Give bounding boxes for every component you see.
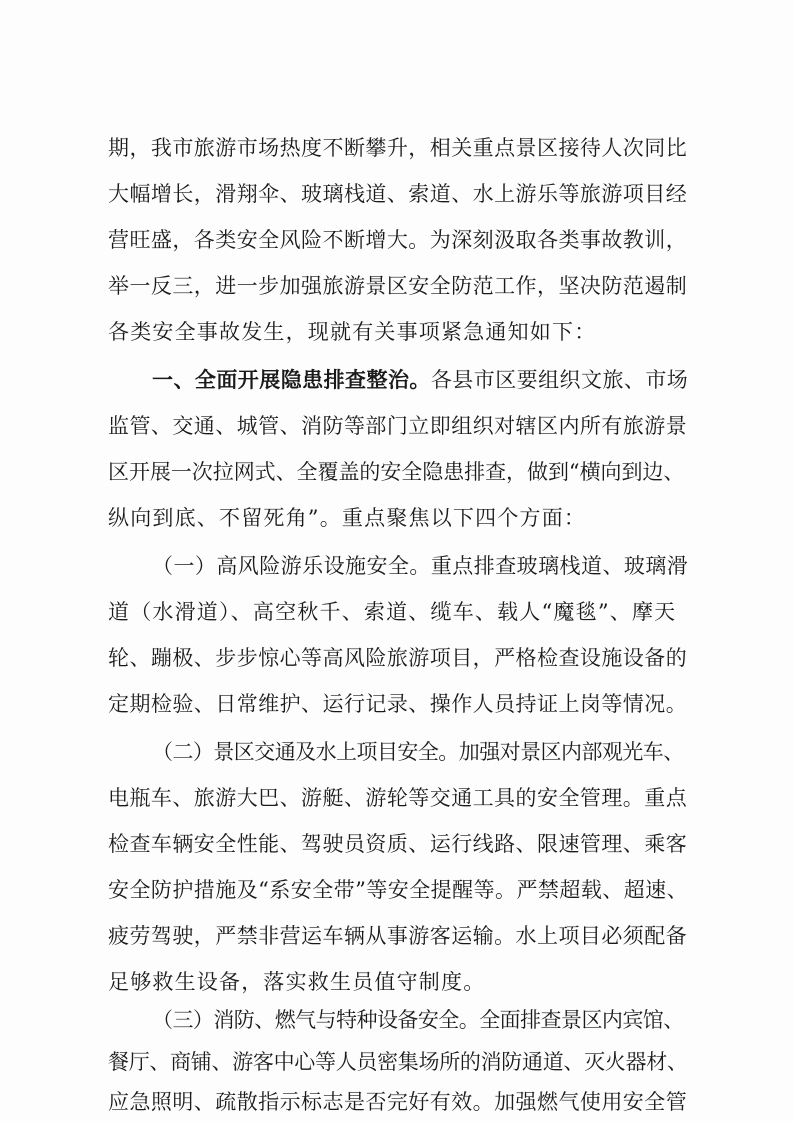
section1-first-line (152, 366, 688, 394)
sub2-first-line: （二）景区交通及水上项目安全。加强对景区内部观光车、 (152, 740, 684, 764)
sub3-first-line: （三）消防、燃气与特种设备安全。全面排查景区内宾馆、 (152, 1008, 684, 1032)
section1-line-3: 区开展一次拉网式、全覆盖的安全隐患排查，做到“横向到边、 (108, 460, 685, 484)
section1-line-2: 监管、交通、城管、消防等部门立即组织对辖区内所有旅游景 (108, 414, 688, 438)
sub3-line-3: 应急照明、疏散指示标志是否完好有效。加强燃气使用安全管 (108, 1090, 688, 1114)
sub1-line-3: 轮、蹦极、步步惊心等高风险旅游项目，严格检查设施设备的 (108, 646, 688, 670)
intro-line-3: 营旺盛，各类安全风险不断增大。为深刻汲取各类事故教训， (108, 228, 688, 252)
section1-first-line-text: 各县市区要组织文旅、市场 (430, 368, 689, 392)
intro-line-2: 大幅增长，滑翔伞、玻璃栈道、索道、水上游乐等旅游项目经 (108, 182, 688, 206)
intro-line-4: 举一反三，进一步加强旅游景区安全防范工作，坚决防范遏制 (108, 274, 688, 298)
section1-line-4: 纵向到底、不留死角”。重点聚焦以下四个方面： (108, 506, 587, 530)
sub2-line-2: 电瓶车、旅游大巴、游艇、游轮等交通工具的安全管理。重点 (108, 786, 688, 810)
sub1-line-4: 定期检验、日常维护、运行记录、操作人员持证上岗等情况。 (108, 692, 688, 716)
sub3-line-2: 餐厅、商铺、游客中心等人员密集场所的消防通道、灭火器材、 (108, 1050, 688, 1074)
sub2-line-3: 检查车辆安全性能、驾驶员资质、运行线路、限速管理、乘客 (108, 832, 688, 856)
intro-line-5: 各类安全事故发生，现就有关事项紧急通知如下： (108, 320, 597, 344)
sub1-first-line: （一）高风险游乐设施安全。重点排查玻璃栈道、玻璃滑 (152, 554, 689, 578)
sub2-line-4: 安全防护措施及“系安全带”等安全提醒等。严禁超载、超速、 (108, 878, 689, 902)
sub2-line-5: 疲劳驾驶，严禁非营运车辆从事游客运输。水上项目必须配备 (108, 924, 688, 948)
sub1-line-2: 道（水滑道）、高空秋千、索道、缆车、载人“魔毯”、摩天 (108, 600, 677, 624)
sub2-line-6: 足够救生设备，落实救生员值守制度。 (108, 970, 486, 994)
section1-heading: 一、全面开展隐患排查整治。 (152, 368, 431, 392)
intro-line-1: 期，我市旅游市场热度不断攀升，相关重点景区接待人次同比 (108, 136, 688, 160)
